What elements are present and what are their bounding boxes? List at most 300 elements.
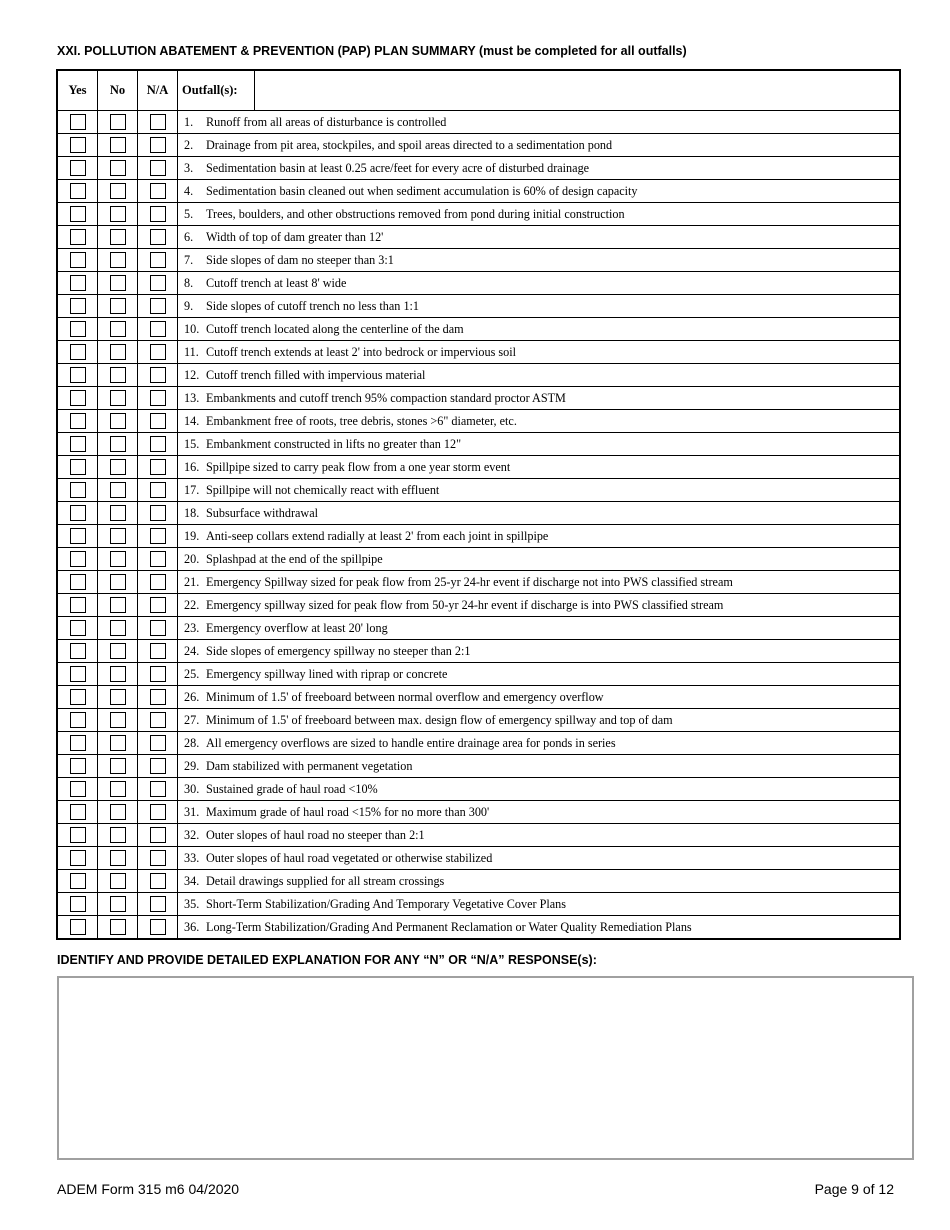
checkbox-cell [138,479,178,502]
item-cell [178,571,901,594]
checkbox-no-16[interactable] [110,459,126,475]
checkbox-na-36[interactable] [150,919,166,935]
checkbox-no-3[interactable] [110,160,126,176]
item-cell [178,364,901,387]
checkbox-cell [138,180,178,203]
checkbox-no-6[interactable] [110,229,126,245]
checkbox-na-2[interactable] [150,137,166,153]
checkbox-no-18[interactable] [110,505,126,521]
item-cell [178,755,901,778]
item-number: 17. [184,482,200,497]
checkbox-yes-4[interactable] [70,183,86,199]
checkbox-yes-17[interactable] [70,482,86,498]
checkbox-cell [98,663,138,686]
item-text: Embankments and cutoff trench 95% compaction standard proctor ASTM [206,390,566,405]
header-no: No [98,70,138,111]
checkbox-na-21[interactable] [150,574,166,590]
item-number: 21. [184,574,200,589]
checkbox-no-25[interactable] [110,666,126,682]
checkbox-cell [98,893,138,916]
checkbox-cell [138,617,178,640]
checkbox-cell [57,456,98,479]
item-number: 19. [184,528,200,543]
outfall-input[interactable] [255,71,899,110]
checkbox-na-35[interactable] [150,896,166,912]
checkbox-cell [57,295,98,318]
checkbox-cell [138,433,178,456]
checkbox-cell [138,318,178,341]
table-row [57,571,900,594]
item-number: 5. [184,206,194,221]
checkbox-na-24[interactable] [150,643,166,659]
item-number: 35. [184,896,200,911]
item-text: Spillpipe sized to carry peak flow from a one year storm event [206,459,511,474]
checkbox-cell [57,502,98,525]
table-row [57,249,900,272]
checkbox-yes-25[interactable] [70,666,86,682]
item-text: Trees, boulders, and other obstructions removed from pond during initial construction [206,206,625,221]
item-number: 7. [184,252,194,267]
checkbox-na-26[interactable] [150,689,166,705]
checkbox-na-6[interactable] [150,229,166,245]
checkbox-yes-26[interactable] [70,689,86,705]
item-cell [178,134,901,157]
checkbox-yes-9[interactable] [70,298,86,314]
item-text: Outer slopes of haul road vegetated or otherwise stabilized [206,850,493,865]
checkbox-na-29[interactable] [150,758,166,774]
checkbox-no-21[interactable] [110,574,126,590]
item-text: Emergency spillway sized for peak flow from 50-yr 24-hr event if discharge is into PWS classified stream [206,597,724,612]
checkbox-cell [138,870,178,893]
checkbox-yes-7[interactable] [70,252,86,268]
checkbox-cell [98,525,138,548]
checkbox-cell [57,249,98,272]
checkbox-cell [57,157,98,180]
item-text: Width of top of dam greater than 12' [206,229,384,244]
checkbox-no-30[interactable] [110,781,126,797]
checkbox-na-19[interactable] [150,528,166,544]
checkbox-cell [138,709,178,732]
table-row [57,870,900,893]
item-text: Embankment free of roots, tree debris, stones >6" diameter, etc. [206,413,517,428]
item-text: Emergency Spillway sized for peak flow from 25-yr 24-hr event if discharge not into PWS classified stream [206,574,733,589]
checkbox-no-23[interactable] [110,620,126,636]
checkbox-na-17[interactable] [150,482,166,498]
checkbox-cell [98,341,138,364]
checkbox-cell [138,134,178,157]
checkbox-no-13[interactable] [110,390,126,406]
checkbox-na-3[interactable] [150,160,166,176]
checkbox-cell [138,295,178,318]
item-text: Side slopes of cutoff trench no less than 1:1 [206,298,420,313]
checkbox-yes-23[interactable] [70,620,86,636]
checkbox-yes-19[interactable] [70,528,86,544]
table-row [57,824,900,847]
item-number: 29. [184,758,200,773]
table-row [57,479,900,502]
checkbox-cell [98,548,138,571]
item-number: 13. [184,390,200,405]
checkbox-yes-24[interactable] [70,643,86,659]
checkbox-cell [138,226,178,249]
checkbox-cell [138,686,178,709]
item-number: 4. [184,183,194,198]
checkbox-na-9[interactable] [150,298,166,314]
table-row [57,456,900,479]
checkbox-cell [57,272,98,295]
checkbox-yes-27[interactable] [70,712,86,728]
checkbox-na-15[interactable] [150,436,166,452]
checkbox-no-8[interactable] [110,275,126,291]
checkbox-na-27[interactable] [150,712,166,728]
table-row [57,203,900,226]
checkbox-no-14[interactable] [110,413,126,429]
table-row [57,916,900,940]
table-row [57,663,900,686]
item-text: Emergency spillway lined with riprap or concrete [206,666,448,681]
table-row [57,134,900,157]
item-text: Embankment constructed in lifts no greater than 12" [206,436,462,451]
checkbox-yes-11[interactable] [70,344,86,360]
checkbox-cell [138,571,178,594]
checkbox-no-34[interactable] [110,873,126,889]
item-cell [178,525,901,548]
checkbox-yes-12[interactable] [70,367,86,383]
item-text: All emergency overflows are sized to handle entire drainage area for ponds in series [206,735,616,750]
table-row [57,180,900,203]
item-number: 30. [184,781,200,796]
checkbox-yes-21[interactable] [70,574,86,590]
checkbox-na-28[interactable] [150,735,166,751]
table-row [57,686,900,709]
checkbox-cell [57,318,98,341]
checkbox-na-22[interactable] [150,597,166,613]
checkbox-no-27[interactable] [110,712,126,728]
item-cell [178,341,901,364]
item-number: 20. [184,551,200,566]
explanation-textarea[interactable] [57,976,914,1160]
checkbox-cell [98,778,138,801]
checkbox-no-5[interactable] [110,206,126,222]
checkbox-no-32[interactable] [110,827,126,843]
checkbox-cell [138,640,178,663]
checkbox-na-11[interactable] [150,344,166,360]
checkbox-cell [57,226,98,249]
checkbox-no-11[interactable] [110,344,126,360]
checkbox-no-28[interactable] [110,735,126,751]
checkbox-cell [138,801,178,824]
outfall-label: Outfall(s): [178,71,255,110]
checkbox-yes-14[interactable] [70,413,86,429]
checkbox-yes-8[interactable] [70,275,86,291]
table-row [57,755,900,778]
checkbox-yes-33[interactable] [70,850,86,866]
item-text: Anti-seep collars extend radially at least 2' from each joint in spillpipe [206,528,549,543]
checkbox-cell [57,709,98,732]
item-cell [178,893,901,916]
checkbox-cell [138,456,178,479]
checkbox-cell [138,663,178,686]
item-number: 2. [184,137,194,152]
checkbox-yes-20[interactable] [70,551,86,567]
item-text: Drainage from pit area, stockpiles, and spoil areas directed to a sedimentation pond [206,137,613,152]
checkbox-na-12[interactable] [150,367,166,383]
item-number: 25. [184,666,200,681]
item-cell [178,387,901,410]
checkbox-yes-13[interactable] [70,390,86,406]
checkbox-no-22[interactable] [110,597,126,613]
checkbox-cell [98,502,138,525]
checkbox-no-7[interactable] [110,252,126,268]
checkbox-no-24[interactable] [110,643,126,659]
item-cell [178,824,901,847]
checkbox-cell [98,640,138,663]
table-row [57,433,900,456]
item-cell [178,479,901,502]
item-cell [178,778,901,801]
checkbox-na-32[interactable] [150,827,166,843]
checkbox-cell [138,548,178,571]
item-number: 10. [184,321,200,336]
checkbox-no-4[interactable] [110,183,126,199]
checkbox-cell [57,732,98,755]
checkbox-yes-22[interactable] [70,597,86,613]
header-outfall [178,70,901,111]
checkbox-na-16[interactable] [150,459,166,475]
checkbox-no-19[interactable] [110,528,126,544]
checkbox-cell [57,479,98,502]
item-number: 9. [184,298,194,313]
item-number: 33. [184,850,200,865]
checkbox-cell [98,134,138,157]
checkbox-cell [98,594,138,617]
item-text: Cutoff trench located along the centerline of the dam [206,321,464,336]
item-number: 31. [184,804,200,819]
item-cell [178,617,901,640]
item-text: Sedimentation basin cleaned out when sediment accumulation is 60% of design capacity [206,183,638,198]
checkbox-yes-15[interactable] [70,436,86,452]
checkbox-yes-28[interactable] [70,735,86,751]
item-number: 23. [184,620,200,635]
item-number: 12. [184,367,200,382]
checkbox-cell [98,617,138,640]
item-number: 24. [184,643,200,658]
table-row [57,226,900,249]
item-cell [178,295,901,318]
table-row [57,295,900,318]
item-number: 18. [184,505,200,520]
item-text: Side slopes of dam no steeper than 3:1 [206,252,394,267]
table-row [57,387,900,410]
checkbox-no-33[interactable] [110,850,126,866]
checkbox-cell [98,456,138,479]
checkbox-na-13[interactable] [150,390,166,406]
table-row [57,157,900,180]
item-cell [178,502,901,525]
item-cell [178,318,901,341]
item-number: 27. [184,712,200,727]
item-text: Side slopes of emergency spillway no steeper than 2:1 [206,643,471,658]
checkbox-cell [138,732,178,755]
item-cell [178,111,901,134]
checkbox-no-1[interactable] [110,114,126,130]
checkbox-cell [98,916,138,940]
checkbox-yes-36[interactable] [70,919,86,935]
checkbox-no-31[interactable] [110,804,126,820]
item-cell [178,594,901,617]
item-cell [178,847,901,870]
checkbox-yes-35[interactable] [70,896,86,912]
checkbox-na-10[interactable] [150,321,166,337]
checkbox-cell [57,433,98,456]
table-row [57,502,900,525]
item-text: Cutoff trench at least 8' wide [206,275,347,290]
item-number: 1. [184,114,194,129]
checkbox-cell [98,203,138,226]
table-row [57,847,900,870]
item-text: Splashpad at the end of the spillpipe [206,551,383,566]
checkbox-cell [138,755,178,778]
checkbox-no-10[interactable] [110,321,126,337]
checkbox-cell [98,111,138,134]
checkbox-na-4[interactable] [150,183,166,199]
item-cell [178,870,901,893]
item-number: 32. [184,827,200,842]
checkbox-cell [57,870,98,893]
checkbox-no-35[interactable] [110,896,126,912]
checkbox-cell [98,272,138,295]
checkbox-na-14[interactable] [150,413,166,429]
checkbox-cell [98,732,138,755]
item-number: 14. [184,413,200,428]
checkbox-no-9[interactable] [110,298,126,314]
checkbox-cell [57,801,98,824]
checkbox-yes-18[interactable] [70,505,86,521]
checkbox-cell [57,916,98,940]
checkbox-na-23[interactable] [150,620,166,636]
checkbox-cell [138,410,178,433]
item-number: 26. [184,689,200,704]
explanation-title: IDENTIFY AND PROVIDE DETAILED EXPLANATION FOR ANY “N” OR “N/A” RESPONSE(s): [57,953,597,967]
item-cell [178,709,901,732]
item-cell [178,663,901,686]
checkbox-cell [57,203,98,226]
checkbox-yes-6[interactable] [70,229,86,245]
item-cell [178,180,901,203]
item-cell [178,456,901,479]
checkbox-yes-3[interactable] [70,160,86,176]
checkbox-na-33[interactable] [150,850,166,866]
checkbox-na-20[interactable] [150,551,166,567]
checkbox-yes-10[interactable] [70,321,86,337]
checkbox-na-31[interactable] [150,804,166,820]
checkbox-cell [57,410,98,433]
item-text: Minimum of 1.5' of freeboard between normal overflow and emergency overflow [206,689,604,704]
checkbox-cell [98,410,138,433]
checkbox-no-12[interactable] [110,367,126,383]
checkbox-na-18[interactable] [150,505,166,521]
item-text: Sustained grade of haul road <10% [206,781,378,796]
checkbox-no-26[interactable] [110,689,126,705]
checkbox-cell [57,663,98,686]
checkbox-cell [98,755,138,778]
item-number: 22. [184,597,200,612]
checkbox-cell [57,341,98,364]
item-text: Cutoff trench filled with impervious material [206,367,426,382]
checkbox-cell [138,203,178,226]
checkbox-na-5[interactable] [150,206,166,222]
item-text: Emergency overflow at least 20' long [206,620,388,635]
checkbox-cell [57,893,98,916]
checkbox-yes-29[interactable] [70,758,86,774]
checkbox-no-15[interactable] [110,436,126,452]
checkbox-cell [98,824,138,847]
checkbox-cell [138,847,178,870]
checkbox-cell [138,778,178,801]
item-text: Detail drawings supplied for all stream crossings [206,873,445,888]
checkbox-cell [138,157,178,180]
pap-checklist-table [56,69,901,940]
checkbox-na-30[interactable] [150,781,166,797]
checkbox-yes-5[interactable] [70,206,86,222]
checkbox-cell [98,571,138,594]
item-cell [178,548,901,571]
page-number: Page 9 of 12 [814,1181,894,1197]
checkbox-no-2[interactable] [110,137,126,153]
table-row [57,410,900,433]
checkbox-na-25[interactable] [150,666,166,682]
item-number: 8. [184,275,194,290]
checkbox-no-29[interactable] [110,758,126,774]
checkbox-na-1[interactable] [150,114,166,130]
item-cell [178,686,901,709]
checkbox-na-8[interactable] [150,275,166,291]
item-cell [178,433,901,456]
checkbox-yes-34[interactable] [70,873,86,889]
item-number: 3. [184,160,194,175]
checkbox-yes-16[interactable] [70,459,86,475]
checkbox-cell [57,571,98,594]
table-row [57,525,900,548]
item-text: Spillpipe will not chemically react with effluent [206,482,440,497]
item-cell [178,203,901,226]
checkbox-no-36[interactable] [110,919,126,935]
checkbox-yes-31[interactable] [70,804,86,820]
checkbox-cell [57,847,98,870]
checkbox-cell [98,295,138,318]
item-cell [178,226,901,249]
checkbox-yes-32[interactable] [70,827,86,843]
checkbox-yes-1[interactable] [70,114,86,130]
header-na: N/A [138,70,178,111]
table-row [57,341,900,364]
checkbox-na-34[interactable] [150,873,166,889]
checkbox-cell [98,870,138,893]
checkbox-yes-2[interactable] [70,137,86,153]
checkbox-cell [98,318,138,341]
item-cell [178,801,901,824]
checkbox-na-7[interactable] [150,252,166,268]
item-cell [178,272,901,295]
checkbox-cell [138,824,178,847]
item-text: Subsurface withdrawal [206,505,319,520]
checkbox-cell [98,709,138,732]
checkbox-yes-30[interactable] [70,781,86,797]
checkbox-no-17[interactable] [110,482,126,498]
table-row [57,594,900,617]
checkbox-no-20[interactable] [110,551,126,567]
checkbox-cell [138,364,178,387]
